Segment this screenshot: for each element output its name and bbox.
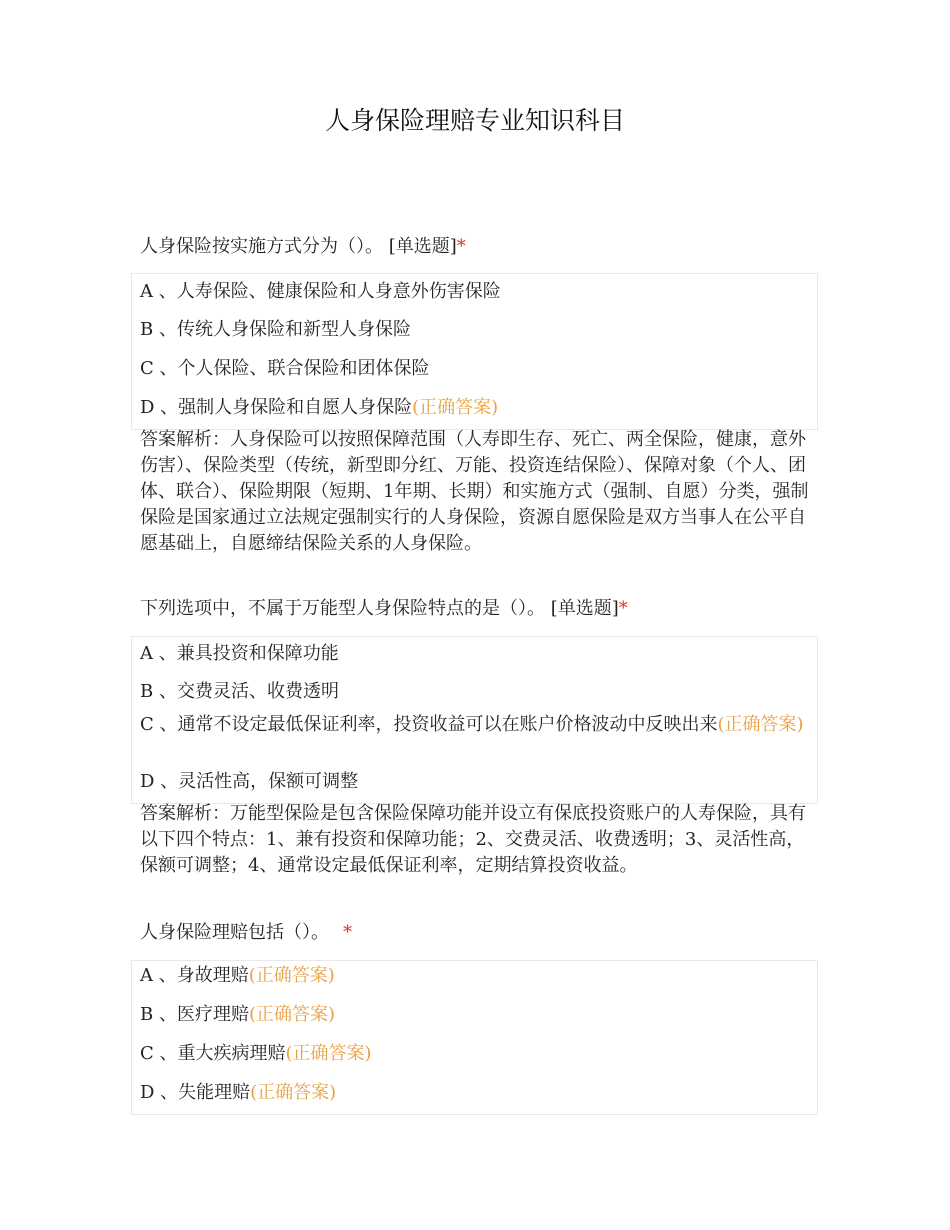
- required-mark: *: [618, 598, 628, 619]
- correct-answer-tag: (正确答案): [412, 397, 499, 418]
- question-2-analysis: 答案解析：万能型保险是包含保险保障功能并设立有保底投资账户的人寿保险，具有以下四个特点：1、兼有投资和保障功能；2、交费灵活、收费透明；3、灵活性高，保额可调整；4、通常设定最低保证利率，定期结算投资收益。: [140, 803, 806, 876]
- question-2-options: [131, 636, 818, 804]
- option-a[interactable]: A 、兼具投资和保障功能: [140, 643, 339, 664]
- option-c[interactable]: C 、通常不设定最低保证利率，投资收益可以在账户价格波动中反映出来(正确答案): [140, 714, 804, 735]
- option-d[interactable]: D 、失能理赔(正确答案): [140, 1082, 337, 1103]
- question-3-text: 人身保险理赔包括（）。: [140, 922, 329, 943]
- correct-answer-tag: (正确答案): [250, 1082, 337, 1103]
- option-d[interactable]: D 、灵活性高，保额可调整: [140, 771, 359, 792]
- question-3-prompt: [140, 920, 352, 946]
- correct-answer-tag: (正确答案): [248, 965, 335, 986]
- option-a[interactable]: A 、身故理赔(正确答案): [140, 965, 335, 986]
- question-1-text: 人身保险按实施方式分为（）。 [单选题]: [140, 236, 457, 257]
- option-a[interactable]: A 、人寿保险、健康保险和人身意外伤害保险: [140, 281, 501, 302]
- option-b[interactable]: B 、医疗理赔(正确答案): [140, 1004, 335, 1025]
- question-1-options: [131, 273, 818, 430]
- required-mark: *: [343, 922, 352, 943]
- option-b[interactable]: B 、传统人身保险和新型人身保险: [140, 319, 411, 340]
- option-c[interactable]: C 、个人保险、联合保险和团体保险: [140, 358, 430, 379]
- question-2-prompt: [140, 596, 628, 622]
- correct-answer-tag: (正确答案): [717, 714, 804, 735]
- correct-answer-tag: (正确答案): [285, 1043, 372, 1064]
- question-1-prompt: [140, 234, 466, 260]
- option-c[interactable]: C 、重大疾病理赔(正确答案): [140, 1043, 372, 1064]
- correct-answer-tag: (正确答案): [248, 1004, 335, 1025]
- option-d[interactable]: D 、强制人身保险和自愿人身保险(正确答案): [140, 397, 499, 418]
- question-1-analysis: 答案解析：人身保险可以按照保障范围（人寿即生存、死亡、两全保险，健康，意外伤害）、保险类型（传统，新型即分红、万能、投资连结保险）、保障对象（个人、团体、联合）、保险期限（短期、1年期、长期）和实施方式（强制、自愿）分类，强制保险是国家通过立法规定强制实行的人身保险，资源自愿保险是双方当事人在公平自愿基础上，自愿缔结保险关系的人身保险。: [140, 429, 809, 554]
- document-title: 人身保险理赔专业知识科目: [324, 106, 625, 135]
- required-mark: *: [456, 236, 466, 257]
- question-3-options: [131, 960, 818, 1115]
- question-2-text: 下列选项中，不属于万能型人身保险特点的是（）。 [单选题]: [140, 598, 619, 619]
- option-b[interactable]: B 、交费灵活、收费透明: [140, 681, 339, 702]
